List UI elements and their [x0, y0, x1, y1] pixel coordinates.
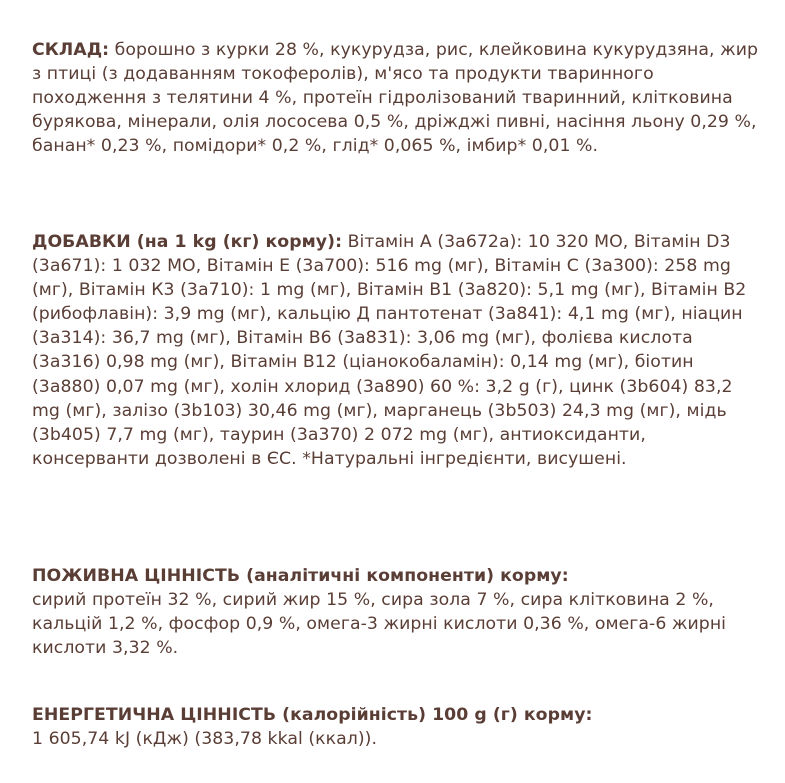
additives-section — [32, 230, 762, 471]
energy-section — [32, 703, 762, 751]
energy-heading: ЕНЕРГЕТИЧНА ЦІННІСТЬ (калорійність) 100 g (г) корму: — [32, 705, 593, 725]
composition-heading: СКЛАД: — [32, 40, 110, 60]
nutrition-heading: ПОЖИВНА ЦІННІСТЬ (аналітичні компоненти) корму: — [32, 566, 569, 586]
nutrition-text: сирий протеїн 32 %, сирий жир 15 %, сира зола 7 %, сира клітковина 2 %, кальцій 1,2 %, фосфор 0,9 %, омега-3 жирні кислоти 0,36 %, омега-6 жирні кислоти 3,32 %. — [32, 590, 727, 659]
additives-text: Вітамін А (3а672а): 10 320 МО, Вітамін D3 (3а671): 1 032 МО, Вітамін Е (3а700): 516 mg (мг), Вітамін С (3а300): 258 mg (мг), Вітамін К3 (3а710): 1 mg (мг), Вітамін В1 (3а820): 5,1 mg (мг), Вітамін В2 (рибофлавін): 3,9 mg (мг), кальцію Д пантотенат (3а841): 4,1 mg (мг), ніацин (3а314): 36,7 mg (мг), Вітамін В6 (3а831): 3,06 mg (мг), фолієва кислота (3а316) 0,98 mg (мг), Вітамін В12 (ціанокобаламін): 0,14 mg (мг), біотин (3а880) 0,07 mg (мг), холін хлорид (3а890) 60 %: 3,2 g (г), цинк (3b604) 83,2 mg (мг), залізо (3b103) 30,46 mg (мг), марганець (3b503) 24,3 mg (мг), мідь (3b405) 7,7 mg (мг), таурин (3а370) 2 072 mg (мг), антиоксиданти, консерванти дозволені в ЄС. *Натуральні інгредієнти, висушені. — [32, 232, 747, 469]
additives-heading: ДОБАВКИ (на 1 kg (кг) корму): — [32, 232, 343, 252]
energy-text: 1 605,74 kJ (кДж) (383,78 kkal (ккал)). — [32, 729, 378, 750]
nutrition-section — [32, 564, 762, 660]
composition-text: борошно з курки 28 %, кукурудза, рис, клейковина кукурудзяна, жир з птиці (з додаванням токоферолів), м'ясо та продукти тваринного походження з телятини 4 %, протеїн гідролізований тваринний, клітковина бурякова, мінерали, олія лососева 0,5 %, дріжджі пивні, насіння льону 0,29 %, банан* 0,23 %, помідори* 0,2 %, глід* 0,065 %, імбир* 0,01 %. — [32, 40, 759, 157]
composition-section — [32, 38, 762, 158]
